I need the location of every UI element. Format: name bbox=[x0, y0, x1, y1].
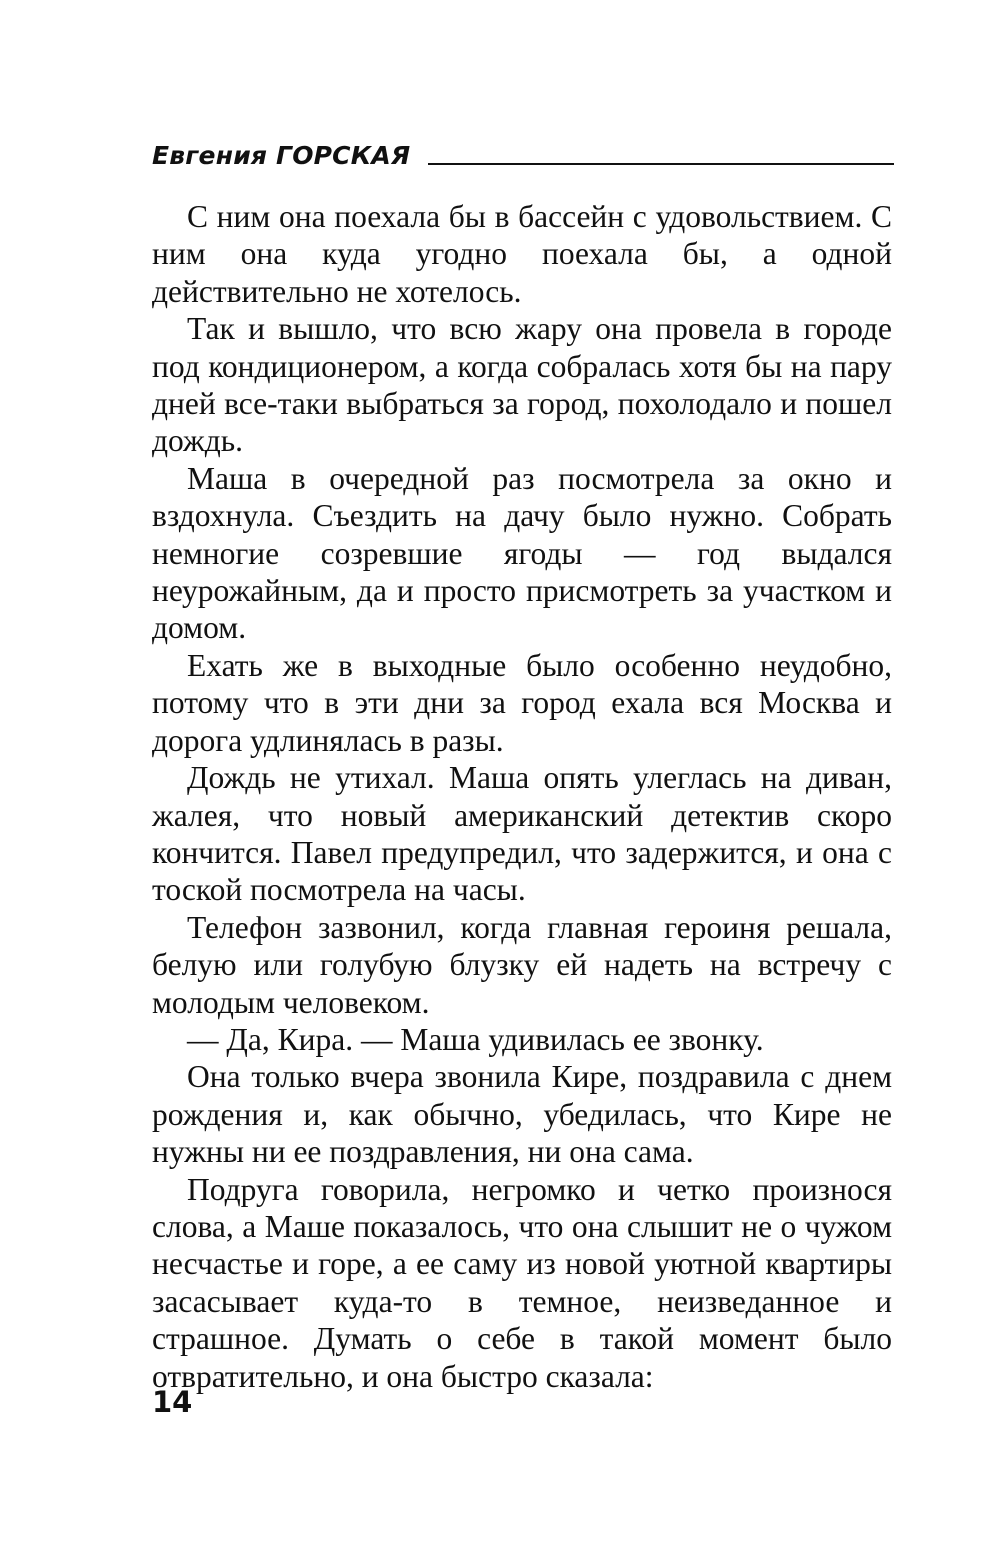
running-head-rule bbox=[428, 163, 894, 165]
paragraph: Она только вчера звонила Кире, поздравила с днем рождения и, как обычно, убедилась, что Кире не нужны ни ее поздравления, ни она сама. bbox=[152, 1059, 892, 1170]
page-number: 14 bbox=[152, 1385, 193, 1419]
paragraph: — Да, Кира. — Маша удивилась ее звонку. bbox=[187, 1021, 764, 1057]
paragraph: Дождь не утихал. Маша опять улеглась на диван, жалея, что новый американский детектив скоро кончится. Павел предупредил, что задержится, и она с тоской посмотрела на часы. bbox=[152, 760, 892, 908]
paragraph: Телефон зазвонил, когда главная героиня решала, белую или голубую блузку ей надеть на встречу с молодым человеком. bbox=[152, 909, 892, 1020]
paragraph: Маша в очередной раз посмотрела за окно и вздохнула. Съездить на дачу было нужно. Собрать немногие созревшие ягоды — год выдался неурожайным, да и просто присмотреть за участком и домом. bbox=[152, 460, 892, 646]
paragraph: С ним она поехала бы в бассейн с удовольствием. С ним она куда угодно поехала бы, а одной действительно не хотелось. bbox=[152, 199, 892, 309]
running-head bbox=[152, 136, 894, 176]
paragraph: Так и вышло, что всю жару она провела в городе под кондиционером, а когда собралась хотя бы на пару дней все-таки выбраться за город, похолодало и пошел дождь. bbox=[152, 311, 892, 459]
running-head-author: Евгения ГОРСКАЯ bbox=[152, 141, 411, 170]
paragraph: Ехать же в выходные было особенно неудобно, потому что в эти дни за город ехала вся Москва и дорога удлинялась в разы. bbox=[152, 647, 892, 758]
paragraph: Подруга говорила, негромко и четко произнося слова, а Маше показалось, что она слышит не о чужом несчастье и горе, а ее саму из новой уютной квартиры засасывает куда-то в темное, неизведанное и страшное. Думать о себе в такой момент было отвратительно, и она быстро сказала: bbox=[152, 1171, 892, 1394]
body-text bbox=[152, 198, 892, 1395]
